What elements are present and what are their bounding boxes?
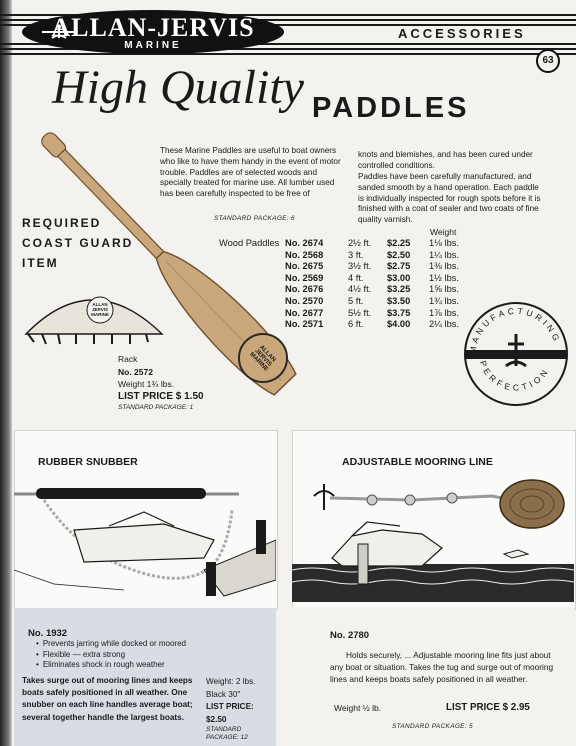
item-weight: 1¾ lbs. (429, 296, 459, 306)
snubber-color: Black 30" (206, 689, 241, 699)
item-number: No. 2571 (285, 319, 324, 330)
item-price: $2.50 (387, 249, 411, 260)
mooring-weight: Weight ½ lb. (334, 703, 382, 713)
item-number: No. 2677 (285, 307, 324, 318)
item-length: 4 ft. (348, 272, 364, 283)
item-length: 3½ ft. (348, 261, 372, 272)
title-script: High Quality (52, 61, 304, 114)
rack-details (118, 353, 204, 412)
snubber-price-label: LIST PRICE: (206, 702, 254, 711)
mooring-description: Holds securely, ... Adjustable mooring line fits just about any boat or situation. Takes the tug and surge out of mooring lines and keeps boats safely positioned in all weather. (330, 650, 554, 684)
item-length: 3 ft. (348, 249, 364, 260)
item-number: No. 2674 (285, 238, 324, 248)
item-length: 5½ ft. (348, 307, 372, 318)
item-number: No. 2570 (285, 296, 324, 306)
rack-price: LIST PRICE $ 1.50 (118, 390, 204, 402)
section-label: ACCESSORIES (392, 26, 532, 41)
list-item: • Flexible — extra strong (36, 650, 186, 661)
list-item: • Prevents jarring while docked or moored (36, 639, 186, 650)
rack-stamp-text: ALLAN JERVIS MARINE (91, 302, 109, 317)
seal-bottom-text: PERFECTION (477, 359, 552, 393)
item-weight: 1½ lbs. (429, 272, 459, 283)
coast-guard-notice (22, 213, 133, 273)
intro-paragraph-1: These Marine Paddles are useful to boat owners who like to have them handy in the event of motor trouble. Paddles are of selected woods and specially treated for marine use. All lumber used has been carefully inspected to be free of (160, 146, 341, 199)
paddles-standard-package: STANDARD PACKAGE: 6 (214, 215, 295, 222)
item-number: No. 2568 (285, 249, 324, 260)
item-weight: 1⅞ lbs. (429, 307, 459, 318)
seal-top-text: MANUFACTURING (467, 305, 563, 355)
snubber-illustration (14, 480, 276, 600)
item-weight: 1⅜ lbs. (429, 261, 459, 272)
rack-package: STANDARD PACKAGE: 1 (118, 404, 194, 411)
manufacturing-seal (462, 300, 570, 408)
item-price: $2.25 (387, 238, 411, 248)
coast-guard-line: REQUIRED (22, 216, 102, 230)
snubber-weight: Weight: 2 lbs. (206, 677, 256, 686)
item-length: 6 ft. (348, 319, 364, 330)
rack-label: Rack (118, 354, 138, 364)
item-number: No. 2675 (285, 261, 324, 272)
item-number: No. 2676 (285, 284, 324, 295)
snubber-feature-list (36, 639, 186, 671)
header-rule (0, 53, 576, 55)
rack-illustration (20, 286, 170, 348)
brand-name: ALLAN-JERVIS (51, 13, 255, 42)
intro-paragraph-2: knots and blemishes, and has been cured under controlled conditions. (358, 150, 533, 170)
item-weight: 1⅛ lbs. (429, 238, 459, 248)
list-item: • Eliminates shock in rough weather (36, 660, 186, 671)
snubber-package: STANDARD (206, 726, 242, 733)
snubber-package: PACKAGE: 12 (206, 734, 248, 741)
item-price: $3.50 (387, 296, 411, 306)
snubber-specs (206, 676, 255, 742)
snubber-number: No. 1932 (28, 628, 68, 639)
mooring-title: ADJUSTABLE MOORING LINE (342, 456, 493, 468)
brand-logo (22, 10, 284, 54)
page-number: 63 (536, 49, 560, 73)
mooring-number: No. 2780 (330, 630, 370, 641)
rack-number: No. 2572 (118, 366, 153, 377)
paddles-label: Wood Paddles (219, 238, 280, 248)
paddle-stamp (238, 333, 288, 383)
brand-subtitle: MARINE (124, 40, 182, 51)
item-number: No. 2569 (285, 272, 324, 283)
item-length: 5 ft. (348, 296, 364, 306)
mooring-package: STANDARD PACKAGE: 5 (392, 723, 473, 730)
mooring-price: LIST PRICE $ 2.95 (446, 702, 530, 713)
snubber-description: Takes surge out of mooring lines and keeps boats safely positioned in all weather. One snubber on each line handles average boat; several together handle the largest boats. (22, 676, 193, 722)
item-length: 4½ ft. (348, 284, 372, 295)
paddle-stamp-text: ALLAN JERVIS MARINE (248, 344, 277, 373)
intro-paragraph-3: Paddles have been carefully manufactured, and sanded smooth by a hand operation. Each paddle is individually inspected for rough spots before it is finished with a coat of sealer and two coats of fine quality varnish. (358, 172, 541, 225)
item-price: $2.75 (387, 261, 411, 272)
item-price: $3.75 (387, 307, 411, 318)
item-price: $3.00 (387, 272, 411, 283)
mooring-illustration (292, 470, 574, 602)
rack-weight: Weight 1¾ lbs. (118, 379, 175, 389)
snubber-price: $2.50 (206, 714, 227, 724)
item-weight: 2¼ lbs. (429, 319, 459, 330)
snubber-title: RUBBER SNUBBER (38, 456, 138, 468)
item-weight: 1⅝ lbs. (429, 284, 459, 295)
item-price: $3.25 (387, 284, 411, 295)
coast-guard-line: COAST GUARD (22, 236, 134, 250)
item-weight: 1¼ lbs. (429, 249, 459, 260)
title-bold: PADDLES (312, 92, 470, 124)
item-price: $4.00 (387, 319, 411, 330)
coast-guard-line: ITEM (22, 256, 59, 270)
item-length: 2½ ft. (348, 238, 372, 248)
weight-column-header: Weight (430, 227, 457, 237)
